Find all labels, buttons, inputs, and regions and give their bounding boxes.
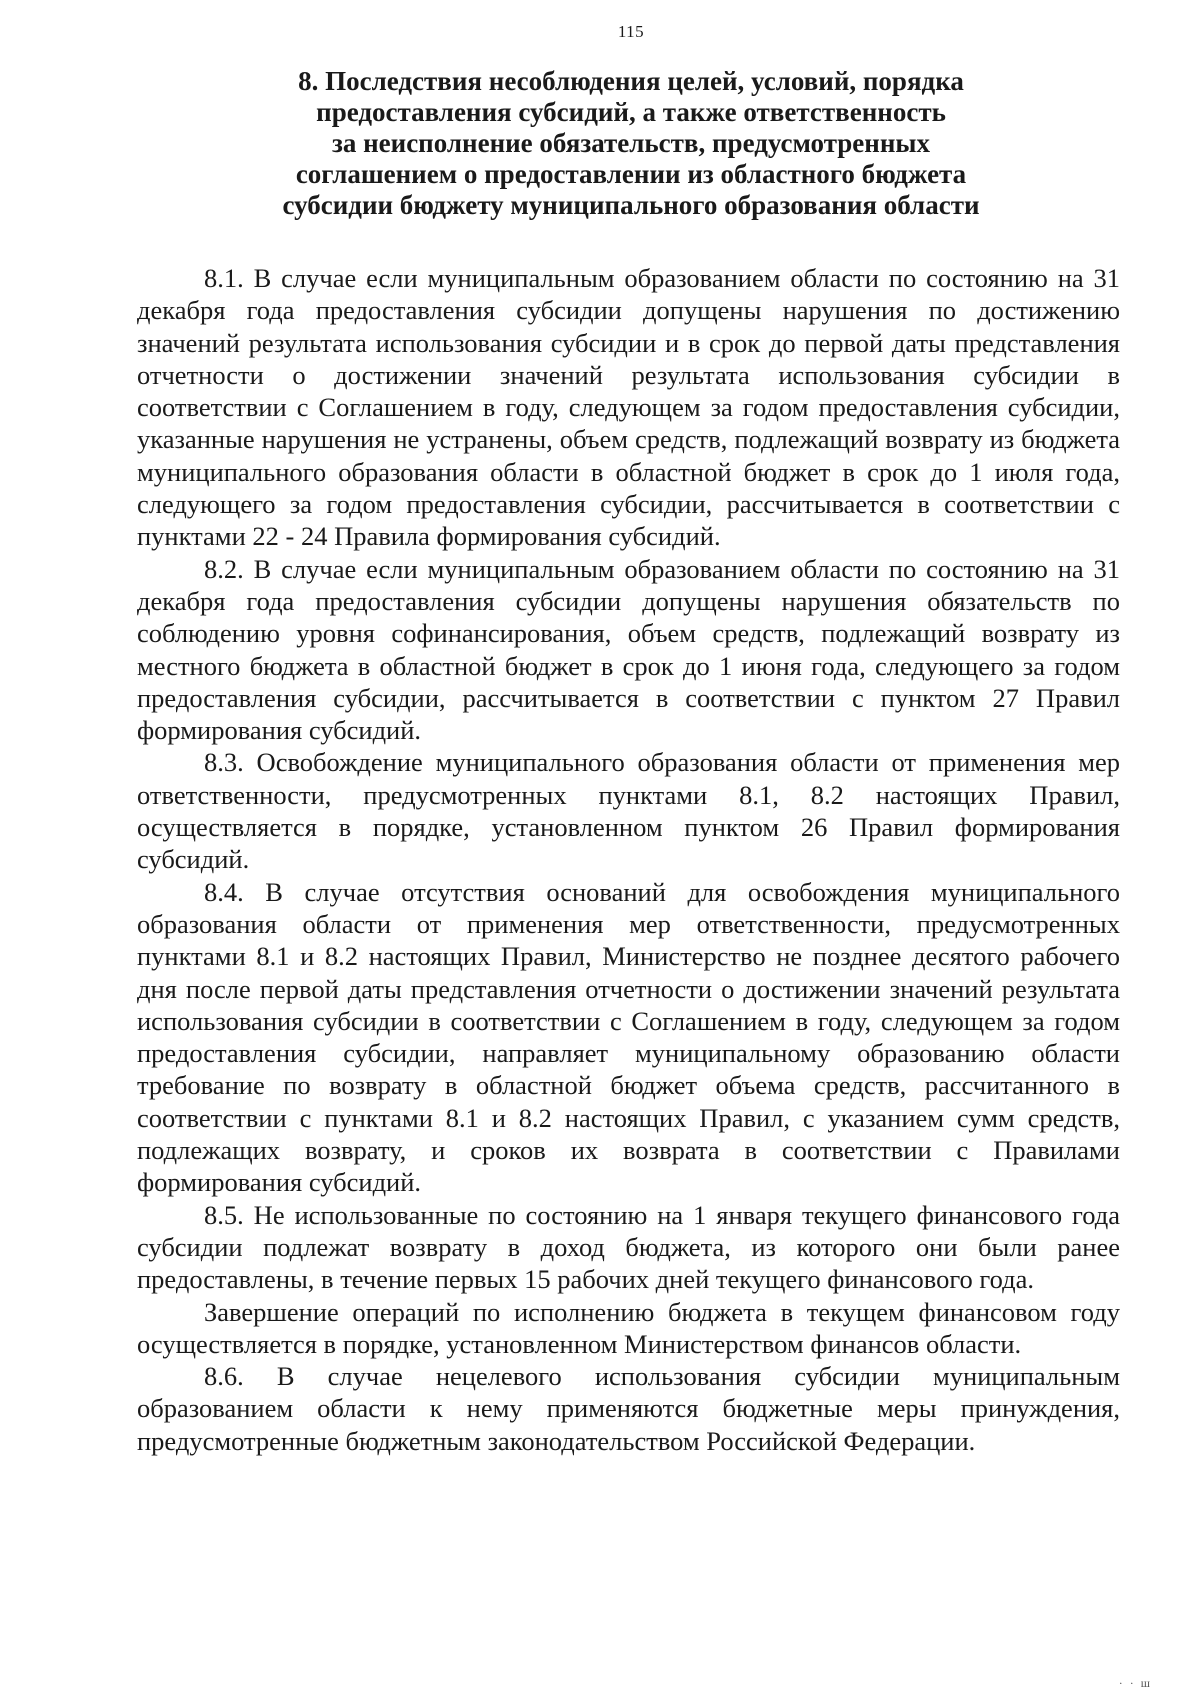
scan-artifact-mark: · · ш [1118,1676,1152,1690]
heading-line: предоставления субсидий, а также ответственность [316,97,946,127]
paragraph-8-3: 8.3. Освобождение муниципального образования области от применения мер ответственности, предусмотренных пунктами 8.1, 8.2 настоящих Правил, осуществляется в порядке, установленном пунктом 26 Правил формирования субсидий. [137,747,1120,875]
heading-line: за неисполнение обязательств, предусмотренных [332,128,930,158]
paragraph-8-5: 8.5. Не использованные по состоянию на 1 января текущего финансового года субсидии подлежат возврату в доход бюджета, из которого они были ранее предоставлены, в течение первых 15 рабочих дней текущего финансового года. [137,1199,1120,1295]
heading-line: субсидии бюджету муниципального образования области [282,190,980,220]
section-heading [190,66,1072,221]
paragraph-8-1: 8.1. В случае если муниципальным образованием области по состоянию на 31 декабря года предоставления субсидии допущены нарушения по достижению значений результата использования субсидии и в срок до первой даты представления отчетности о достижении значений результата использования субсидии в соответствии с Соглашением в году, следующем за годом предоставления субсидии, указанные нарушения не устранены, объем средств, подлежащий возврату из бюджета муниципального образования области в областной бюджет в срок до 1 июля года, следующего за годом предоставления субсидии, рассчитывается в соответствии с пунктами 22 - 24 Правила формирования субсидий. [137,263,1120,552]
heading-line: соглашением о предоставлении из областного бюджета [295,159,967,189]
paragraph-8-6: 8.6. В случае нецелевого использования субсидии муниципальным образованием области к нему применяются бюджетные меры принуждения, предусмотренные бюджетным законодательством Российской Федерации. [137,1361,1120,1456]
page-number: 115 [617,22,645,41]
heading-line: 8. Последствия несоблюдения целей, условий, порядка [298,66,964,96]
paragraph-8-2: 8.2. В случае если муниципальным образованием области по состоянию на 31 декабря года предоставления субсидии допущены нарушения обязательств по соблюдению уровня софинансирования, объем средств, подлежащий возврату из местного бюджета в областной бюджет в срок до 1 июня года, следующего за годом предоставления субсидии, рассчитывается в соответствии с пунктом 27 Правил формирования субсидий. [137,553,1120,746]
paragraph-8-4: 8.4. В случае отсутствия оснований для освобождения муниципального образования области от применения мер ответственности, предусмотренных пунктами 8.1 и 8.2 настоящих Правил, Министерство не позднее десятого рабочего дня после первой даты представления отчетности о достижении значений результата использования субсидии в соответствии с Соглашением в году, следующем за годом предоставления субсидии, направляет муниципальному образованию области требование по возврату в областной бюджет объема средств, рассчитанного в соответствии с пунктами 8.1 и 8.2 настоящих Правил, с указанием сумм средств, подлежащих возврату, и сроков их возврата в соответствии с Правилами формирования субсидий. [137,876,1120,1198]
paragraph-budget-completion: Завершение операций по исполнению бюджета в текущем финансовом году осуществляется в порядке, установленном Министерством финансов области. [137,1296,1120,1359]
document-body [137,262,1120,1457]
